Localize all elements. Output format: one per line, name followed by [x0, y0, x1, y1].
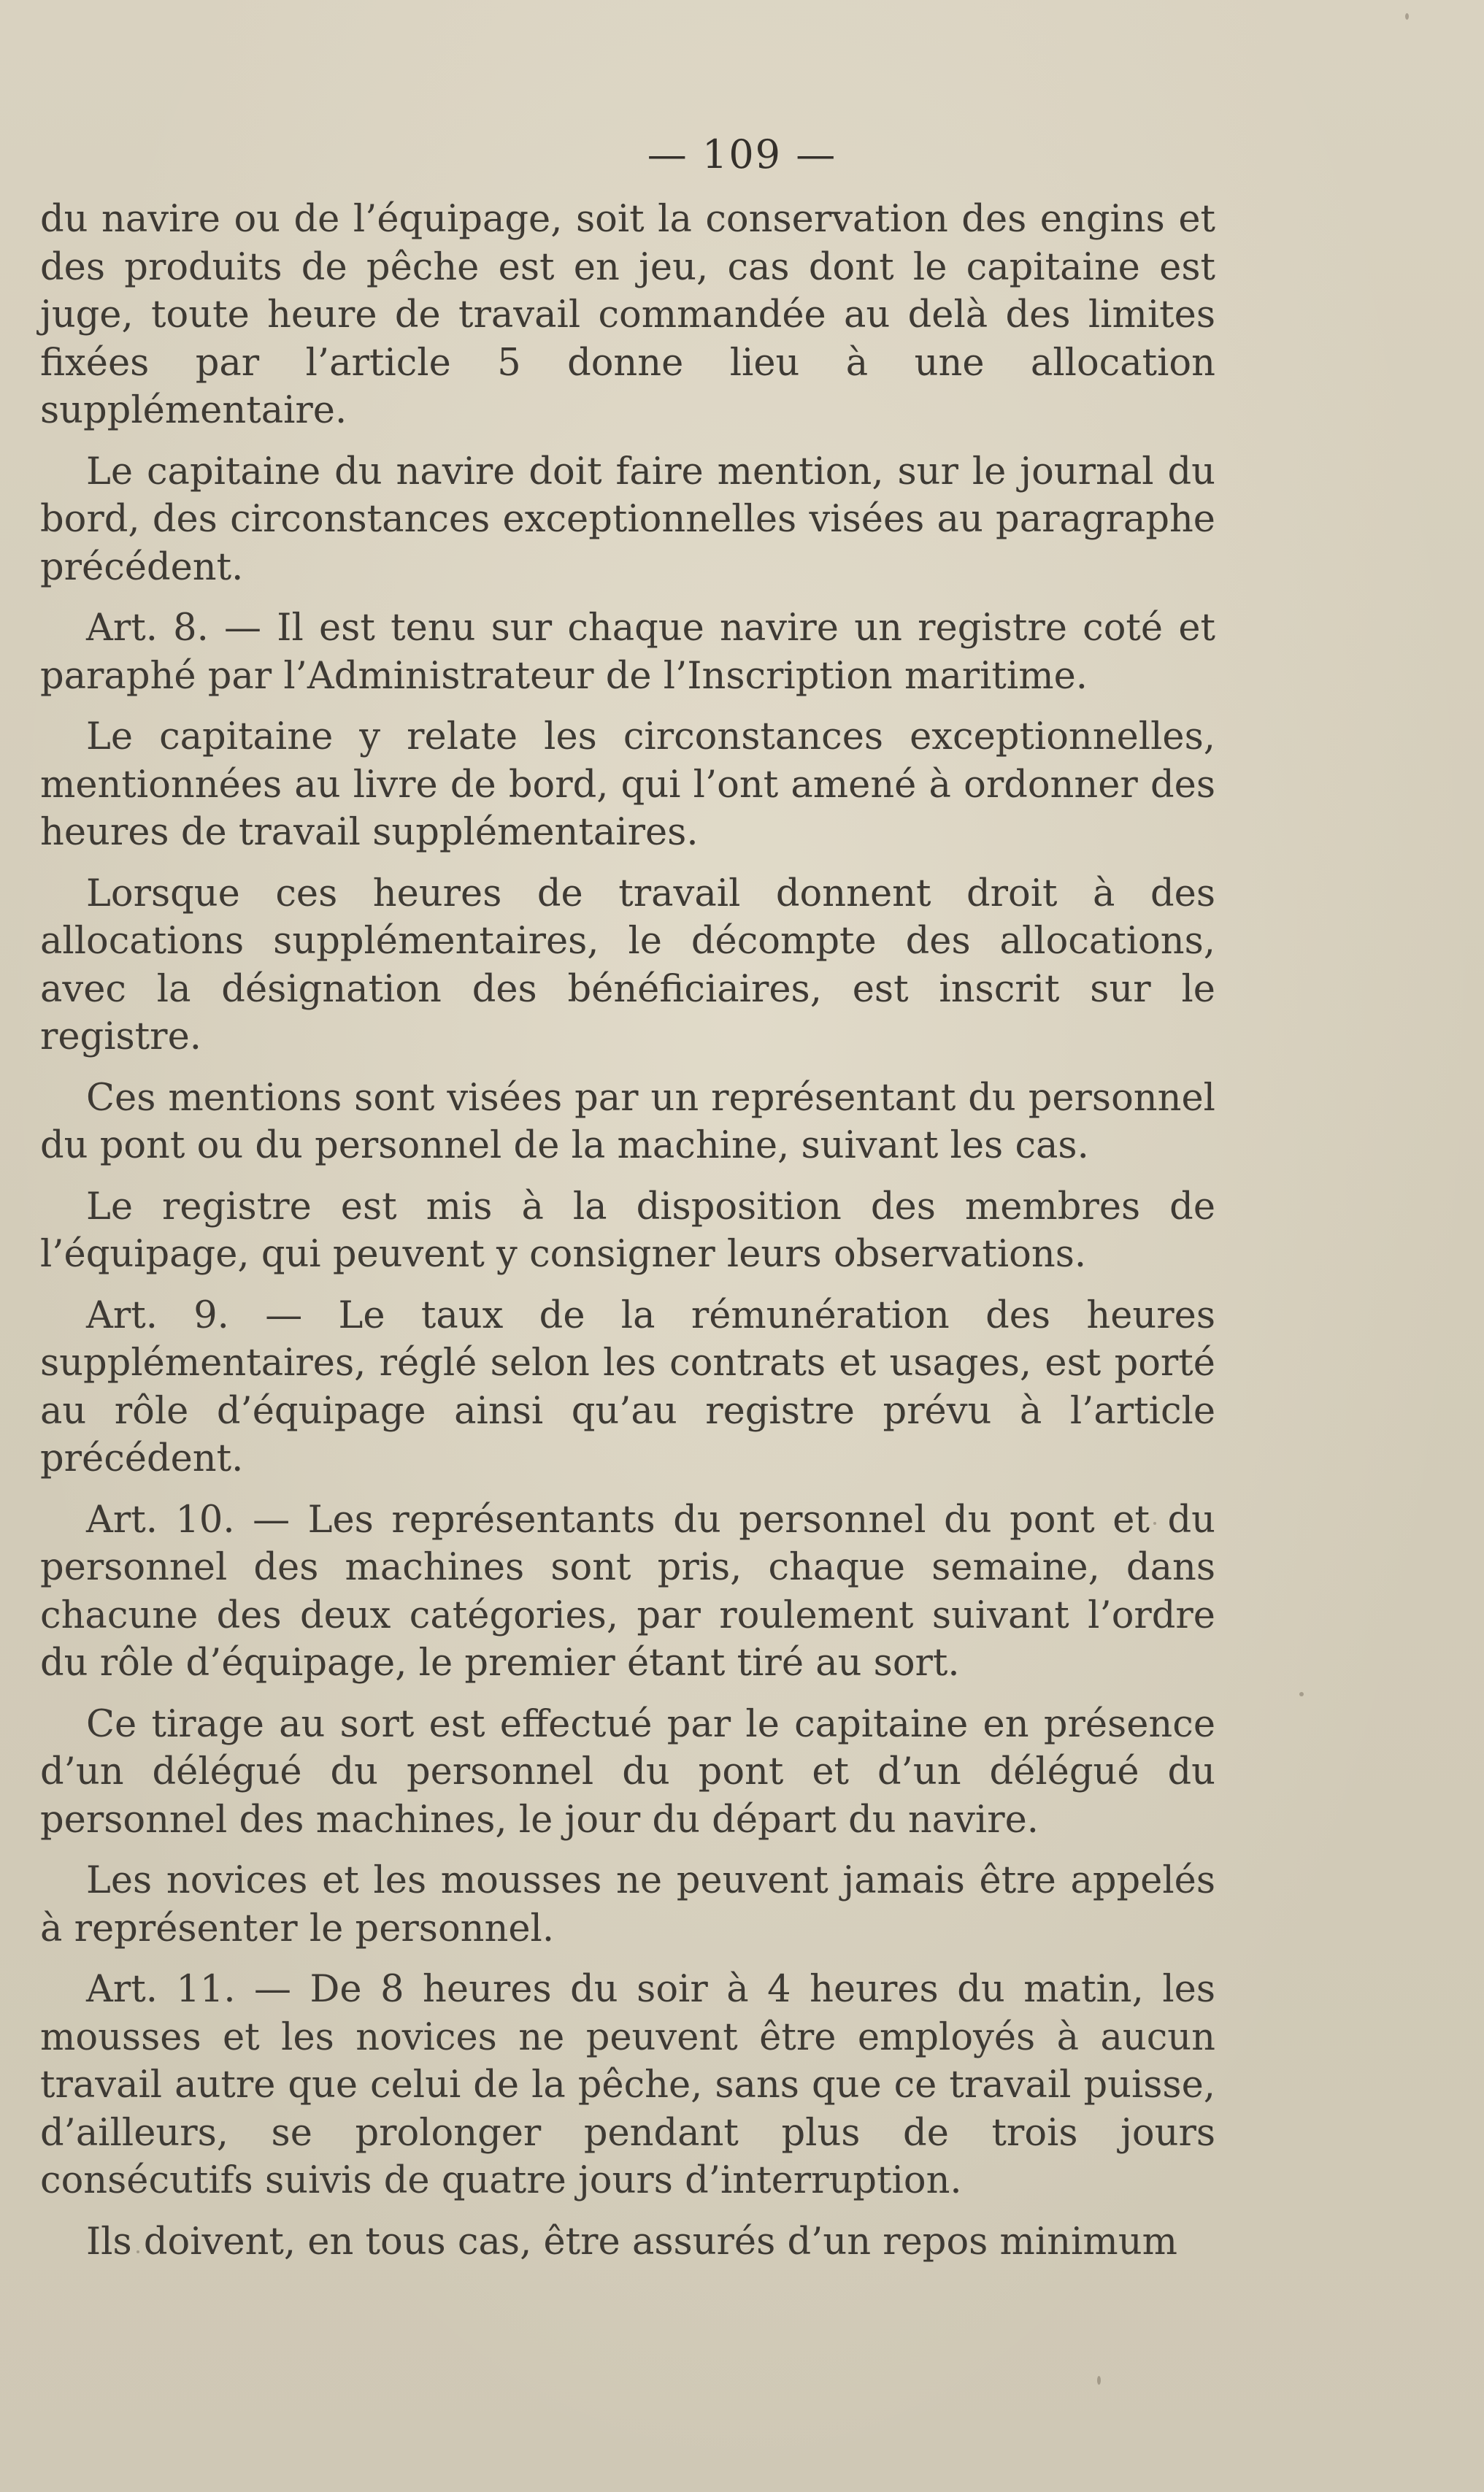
paragraph: Le capitaine y relate les circonstances exceptionnelles, mentionnées au livre de bord, qui l’ont amené à ordonner des heures de travail supplémentaires.: [40, 715, 1215, 854]
paragraph-continued: du navire ou de l’équipage, soit la conservation des engins et des produits de pêche est en jeu, cas dont le capitaine est juge, toute heure de travail commandée au delà des limites fixées par l’article 5 donne lieu à une allocation supplémentaire.: [40, 198, 1215, 432]
article-8-paragraph: Art. 8. — Il est tenu sur chaque navire un registre coté et paraphé par l’Administrateur de l’Inscription maritime.: [40, 607, 1215, 698]
paragraph-truncated: Ils doivent, en tous cas, être assurés d’un repos minimum: [86, 2220, 1177, 2264]
article-11-paragraph: Art. 11. — De 8 heures du soir à 4 heures du matin, les mousses et les novices ne peuvent être employés à aucun travail autre que celui de la pêche, sans que ce travail puisse, d’ailleurs, se prolonger pendant plus de trois jours consécutifs suivis de quatre jours d’interruption.: [40, 1968, 1215, 2202]
paragraph: Le registre est mis à la disposition des membres de l’équipage, qui peuvent y consigner leurs observations.: [40, 1185, 1215, 1276]
paper-speck: [1153, 1522, 1156, 1525]
body-text: [40, 196, 1215, 2279]
paper-speck: [1405, 13, 1409, 20]
page-number: — 109 —: [647, 131, 837, 177]
paper-speck: [1097, 2376, 1101, 2385]
paragraph: Ce tirage au sort est effectué par le capitaine en présence d’un délégué du personnel du pont et d’un délégué du personnel des machines, le jour du départ du navire.: [40, 1702, 1215, 1842]
paper-speck: [137, 2250, 139, 2253]
paragraph: Lorsque ces heures de travail donnent droit à des allocations supplémentaires, le décompte des allocations, avec la désignation des bénéficiaires, est inscrit sur le registre.: [40, 872, 1215, 1058]
paragraph: Les novices et les mousses ne peuvent jamais être appelés à représenter le personnel.: [40, 1859, 1215, 1950]
article-10-paragraph: Art. 10. — Les représentants du personnel du pont et du personnel des machines sont pris, chaque semaine, dans chacune des deux catégories, par roulement suivant l’ordre du rôle d’équipage, le premier étant tiré au sort.: [40, 1498, 1215, 1685]
paragraph: Ces mentions sont visées par un représentant du personnel du pont ou du personnel de la machine, suivant les cas.: [40, 1076, 1215, 1167]
article-9-paragraph: Art. 9. — Le taux de la rémunération des heures supplémentaires, réglé selon les contrats et usages, est porté au rôle d’équipage ainsi qu’au registre prévu à l’article précédent.: [40, 1293, 1215, 1480]
paper-speck: [1299, 1692, 1304, 1696]
paragraph: Le capitaine du navire doit faire mention, sur le journal du bord, des circonstances exceptionnelles visées au paragraphe précédent.: [40, 450, 1215, 589]
